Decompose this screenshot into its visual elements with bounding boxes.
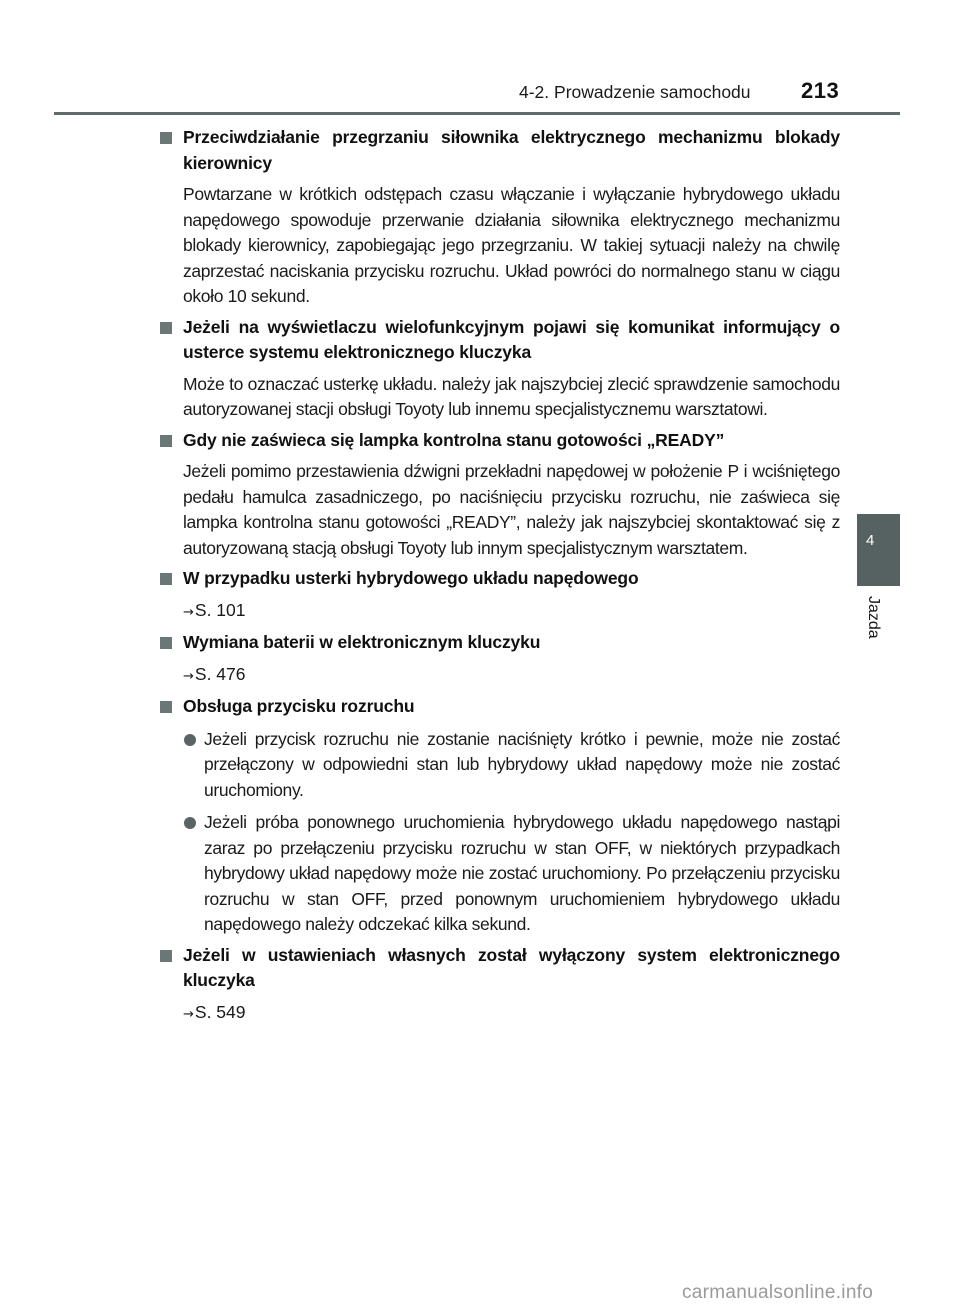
arrow-right-icon: → xyxy=(183,668,194,684)
section-heading: Wymiana baterii w elektronicznym kluczyku xyxy=(183,632,541,652)
page-content xyxy=(160,125,840,1032)
square-bullet-icon xyxy=(160,132,172,144)
page-reference-link[interactable] xyxy=(183,1000,840,1028)
list-item-text: Jeżeli przycisk rozruchu nie zostanie naciśnięty krótko i pewnie, może nie zostać przełączony w odpowiedni stan lub hybrydowy układ napędowy może nie zostać uruchomiony. xyxy=(204,728,840,800)
header-divider xyxy=(54,112,900,115)
section-power-switch-operation xyxy=(160,694,840,938)
section-hybrid-system-failure xyxy=(160,566,840,625)
section-key-battery-replacement xyxy=(160,630,840,689)
chapter-number: 4 xyxy=(866,532,875,549)
square-bullet-icon xyxy=(160,322,172,334)
watermark: carmanualsonline.info xyxy=(682,1282,874,1303)
section-heading: Obsługa przycisku rozruchu xyxy=(183,696,415,716)
arrow-right-icon: → xyxy=(183,604,194,620)
circle-bullet-icon xyxy=(184,734,196,746)
list-item-text: Jeżeli próba ponownego uruchomienia hybrydowego układu napędowego nastąpi zaraz po przełączeniu przycisku rozruchu w stan OFF, w niektórych przypadkach hybrydowy układ napędowy może nie zostać uruchomiony. Po przełączeniu przycisku rozruchu w stan OFF, przed ponownym uruchomieniem hybrydowego układu napędowego należy odczekać kilka sekund. xyxy=(204,812,840,934)
section-body: Jeżeli pomimo przestawienia dźwigni przekładni napędowej w położenie P i wciśniętego pedału hamulca zasadniczego, po naciśnięciu przycisku rozruchu, nie zaświeca się lampka kontrolna stanu gotowości „READY”, należy jak najszybciej skontaktować się z autoryzowaną stacją obsługi Toyoty lub innym specjalistycznym warsztatem. xyxy=(183,461,840,558)
section-body: Powtarzane w krótkich odstępach czasu włączanie i wyłączanie hybrydowego układu napędowego spowoduje przerwanie działania siłownika elektrycznego mechanizmu blokady kierownicy, zapobiegając jego przegrzaniu. W takiej sytuacji należy na chwilę zaprzestać naciskania przycisku rozruchu. Układ powróci do normalnego stanu w ciągu około 10 sekund. xyxy=(183,184,840,306)
section-body: Może to oznaczać usterkę układu. należy jak najszybciej zlecić sprawdzenie samochodu autoryzowanej stacji obsługi Toyoty lub innemu specjalistycznemu warsztatowi. xyxy=(183,373,840,419)
page-number: 213 xyxy=(801,78,840,103)
reference-text: S. 476 xyxy=(194,663,246,684)
arrow-right-icon: → xyxy=(183,1006,194,1022)
square-bullet-icon xyxy=(160,573,172,585)
section-smart-key-disabled xyxy=(160,943,840,1028)
section-heading: Przeciwdziałanie przegrzaniu siłownika elektrycznego mechanizmu blokady kierownicy xyxy=(183,127,840,173)
square-bullet-icon xyxy=(160,950,172,962)
section-heading: Gdy nie zaświeca się lampka kontrolna stanu gotowości „READY” xyxy=(183,429,725,450)
square-bullet-icon xyxy=(160,701,172,713)
section-heading: Jeżeli w ustawieniach własnych został wyłączony system elektronicznego kluczyka xyxy=(183,944,840,990)
chapter-label: Jazda xyxy=(865,596,882,639)
section-heading: Jeżeli na wyświetlaczu wielofunkcyjnym pojawi się komunikat informujący o usterce systemu elektronicznego kluczyka xyxy=(183,316,840,362)
list-item xyxy=(183,810,840,938)
section-heading: W przypadku usterki hybrydowego układu napędowego xyxy=(183,568,639,588)
list-item xyxy=(183,727,840,804)
square-bullet-icon xyxy=(160,435,172,447)
section-smart-key-warning xyxy=(160,315,840,423)
square-bullet-icon xyxy=(160,637,172,649)
circle-bullet-icon xyxy=(184,817,196,829)
reference-text: S. 101 xyxy=(194,599,246,620)
section-title: 4-2. Prowadzenie samochodu xyxy=(519,82,751,102)
page-reference-link[interactable] xyxy=(183,662,840,690)
chapter-tab[interactable] xyxy=(857,514,900,586)
reference-text: S. 549 xyxy=(194,1001,246,1022)
section-steering-lock-overheat xyxy=(160,125,840,310)
page-reference-link[interactable] xyxy=(183,598,840,626)
section-ready-light xyxy=(160,428,840,562)
